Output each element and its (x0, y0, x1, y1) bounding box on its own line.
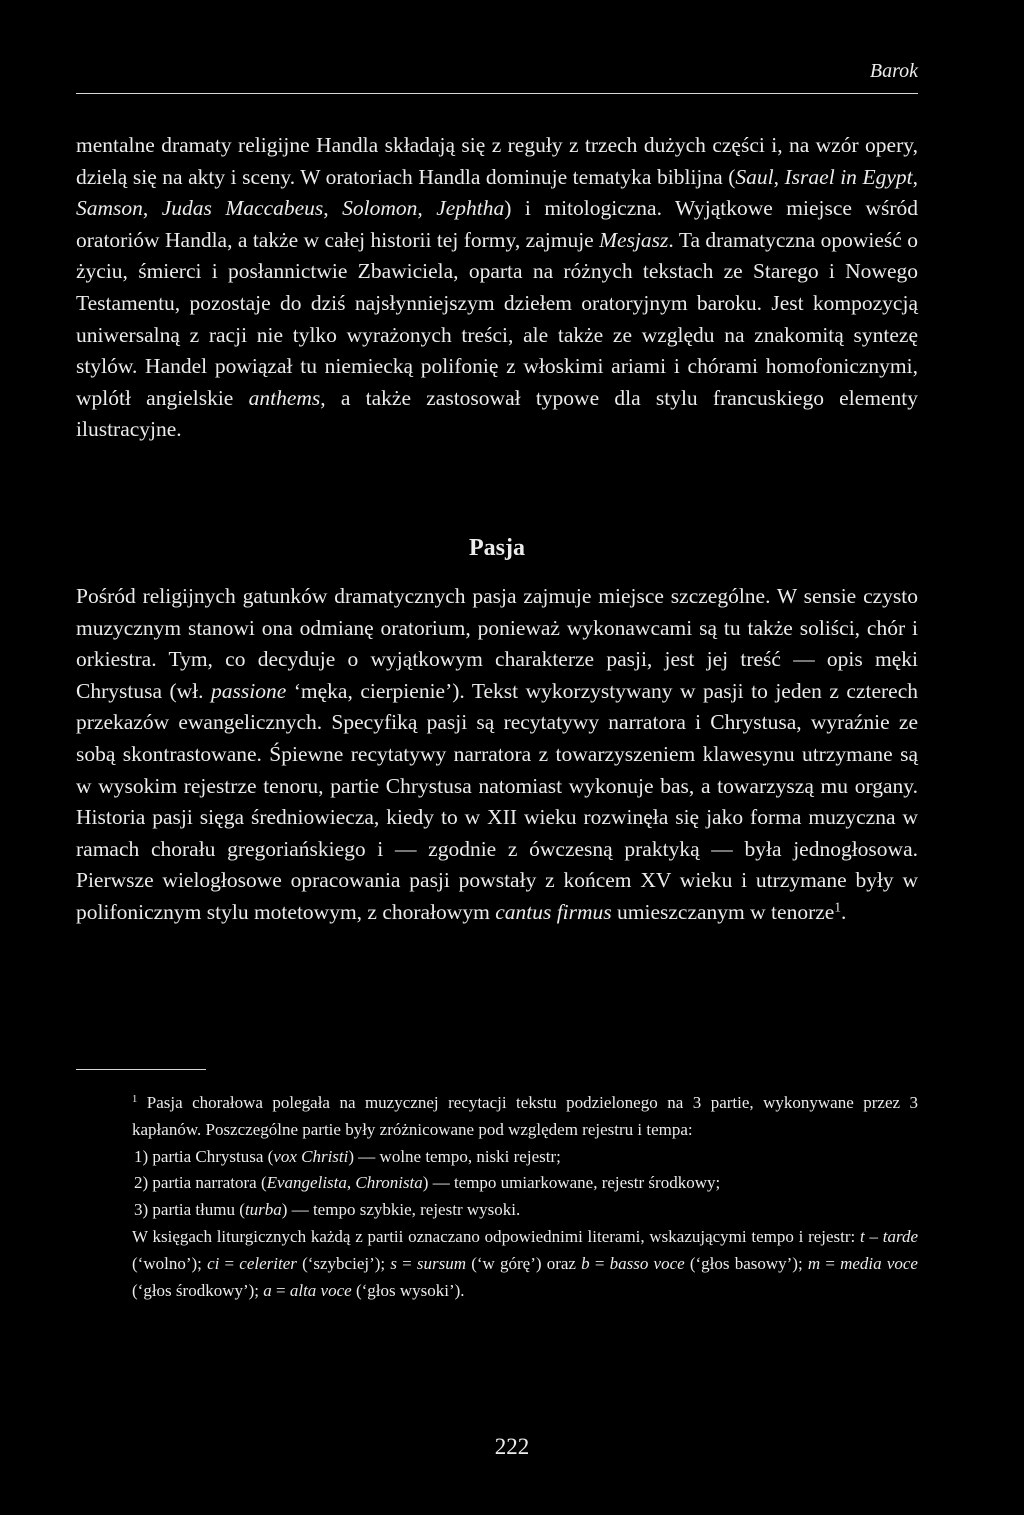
separator: , (773, 164, 785, 189)
term-chronista: Chronista (355, 1173, 423, 1193)
work-title-samson: Samson (76, 196, 143, 221)
text-run: 2) partia narratora ( (134, 1173, 267, 1193)
text-run: , (346, 1173, 356, 1193)
footnote-rule (76, 1069, 206, 1070)
term-turba: turba (244, 1200, 282, 1220)
term-anthems: anthems (248, 385, 321, 410)
term-tarde: tarde (882, 1226, 918, 1246)
header-rule (76, 93, 918, 94)
body-paragraph-oratorio (76, 130, 918, 446)
footnote (76, 1090, 918, 1304)
text-run: = (820, 1253, 841, 1273)
text-run: – (864, 1226, 883, 1246)
footnote-intro: Pasja chorałowa polegała na muzycznej recytacji tekstu podzielonego na 3 partie, wykonywane przez 3 kapłanów. Poszczególne partie były zróżnicowane pod względem rejestru i tempa: (132, 1093, 919, 1139)
term-letter: m (807, 1253, 821, 1273)
text-run: ‘męka, cierpienie’). Tekst wykorzystywany w pasji to jeden z czterech przekazów ewangelicznych. Specyfiką pasji są recytatywy narratora i Chrystusa, wyraźnie ze sobą skontrastowane. Śpiewne recytatywy narratora z towarzyszeniem klawesynu utrzymane są w wysokim rejestrze tenoru, partie Chrystusa natomiast wykonuje bas, a towarzyszą mu organy. Historia pasji sięga średniowiecza, kiedy to w XII wieku rozwinęła się jako forma muzyczna w ramach chorału gregoriańskiego i — zgodnie z ówczesną praktyką — była jednogłosowa. Pierwsze wielogłosowe opracowania pasji powstały z końcem XV wieku i utrzymane były w polifonicznym stylu motetowym, z chorałowym (76, 678, 918, 924)
footnote-marker: 1 (132, 1094, 138, 1106)
text-run: , a także zastosował typowe dla stylu francuskiego elementy ilustracyjne. (76, 385, 918, 442)
work-title-solomon: Solomon (342, 196, 418, 221)
text-run: (‘głos środkowy’); (132, 1280, 264, 1300)
term-sursum: sursum (416, 1253, 467, 1273)
term-letter: ci (207, 1253, 220, 1273)
term-celeriter: celeriter (239, 1253, 297, 1273)
work-title-mesjasz: Mesjasz (599, 227, 669, 252)
term-basso-voce: basso voce (609, 1253, 685, 1273)
text-run: ) — tempo umiarkowane, rejestr środkowy; (422, 1173, 721, 1193)
term-letter: a (263, 1280, 272, 1300)
text-run: (‘głos basowy’); (684, 1253, 808, 1273)
footnote-notation (76, 1224, 918, 1304)
work-title-israel: Israel in Egypt (784, 164, 913, 189)
text-run: W księgach liturgicznych każdą z partii oznaczano odpowiednimi literami, wskazującymi tempo i rejestr: (132, 1226, 861, 1246)
running-head: Barok (869, 60, 918, 82)
term-media-voce: media voce (840, 1253, 918, 1273)
separator: , (912, 164, 918, 189)
text-run: (‘szybciej’); (296, 1253, 391, 1273)
section-title: Pasja (469, 535, 525, 561)
separator: , (323, 196, 343, 221)
footnote-list-item (76, 1144, 918, 1171)
text-run: = (219, 1253, 240, 1273)
text-run: = (396, 1253, 417, 1273)
text-run: umieszczanym w tenorze (611, 899, 835, 924)
work-title-judas: Judas Maccabeus (161, 196, 324, 221)
footnote-list-item (76, 1170, 918, 1197)
text-run: = (589, 1253, 610, 1273)
term-letter: s (390, 1253, 397, 1273)
text-run: Pośród religijnych gatunków dramatycznych pasja zajmuje miejsce szczególne. W sensie czysto muzycznym stanowi ona odmianę oratorium, ponieważ wykonawcami są tu także soliści, chór i orkiestra. Tym, co decyduje o wyjątkowym charakterze pasji, jest jej treść — opis męki Chrystusa (wł. (76, 584, 918, 703)
text-run: ) — wolne tempo, niski rejestr; (348, 1146, 561, 1166)
term-alta-voce: alta voce (289, 1280, 352, 1300)
separator: , (142, 196, 162, 221)
footnote-list-item (76, 1197, 918, 1224)
body-paragraph-pasja (76, 581, 918, 929)
term-letter: t (860, 1226, 865, 1246)
work-title-jephtha: Jephtha (436, 196, 505, 221)
text-run: (‘w górę’) oraz (466, 1253, 582, 1273)
term-passione: passione (211, 678, 287, 703)
text-run: = (271, 1280, 290, 1300)
text-run: (‘wolno’); (132, 1253, 208, 1273)
text-run: 3) partia tłumu ( (134, 1200, 245, 1220)
text-run: mentalne dramaty religijne Handla składają się z reguły z trzech dużych części i, na wzór opery, dzielą się na akty i sceny. W oratoriach Handla dominuje tematyka biblijna ( (76, 133, 918, 189)
text-run: . (841, 899, 847, 924)
page-number: 222 (494, 1434, 530, 1459)
text-run: . Ta dramatyczna opowieść o życiu, śmierci i posłannictwie Zbawiciela, oparta na różnych tekstach ze Starego i Nowego Testamentu, pozostaje do dziś najsłynniejszym dziełem oratoryjnym baroku. Jest kompozycją uniwersalną z racji nie tylko wyrażonych treści, ale także ze względu na znakomitą syntezę stylów. Handel powiązał tu niemiecką polifonię z włoskimi ariami i chórami homofonicznymi, wplótł angielskie (76, 227, 918, 410)
text-run: ) i mitologiczna. Wyjątkowe miejsce wśród oratoriów Handla, a także w całej historii tej formy, zajmuje (76, 196, 918, 252)
text-run: (‘głos wysoki’). (351, 1280, 465, 1300)
term-letter: b (581, 1253, 590, 1273)
term-evangelista: Evangelista (266, 1173, 347, 1193)
term-vox-christi: vox Christi (273, 1146, 349, 1166)
work-title-saul: Saul (735, 164, 774, 189)
term-cantus-firmus: cantus firmus (495, 899, 612, 924)
text-run: 1) partia Chrystusa ( (134, 1146, 274, 1166)
text-run: ) — tempo szybkie, rejestr wysoki. (281, 1200, 521, 1220)
footnote-reference[interactable]: 1 (834, 899, 841, 915)
separator: , (417, 196, 437, 221)
